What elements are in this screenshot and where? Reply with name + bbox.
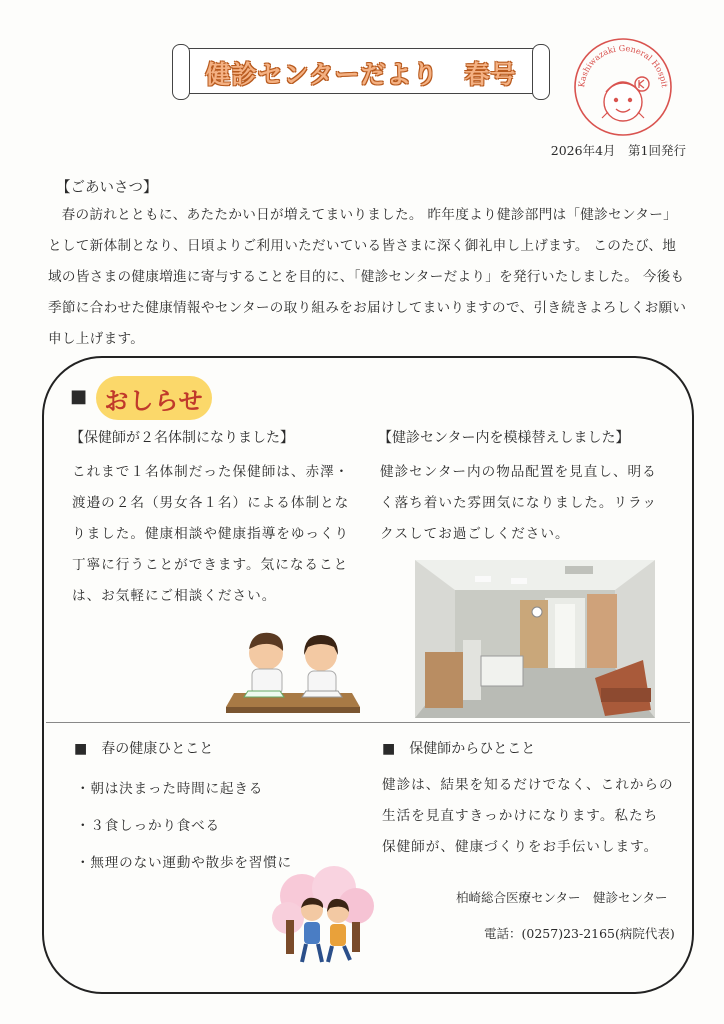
notice-marker: ■: [70, 386, 88, 407]
nurses-heading: 【保健師が２名体制になりました】: [70, 430, 294, 446]
spring-tip-item: ・３食しっかり食べる: [76, 818, 220, 834]
nurses-line: りました。健康相談や健康指導をゆっくり: [72, 526, 350, 542]
nurses-line: これまで１名体制だった保健師は、赤澤・: [72, 464, 350, 480]
nurses-line: 渡邉の２名（男女各１名）による体制とな: [72, 495, 350, 511]
greeting-paragraph: 春の訪れとともに、あたたかい日が増えてまいりました。 昨年度より健診部門は「健診センター」として新体制となり、日頃よりご利用いただいている皆さまに深く御礼申し上げます。 このたび、地域の皆さまの健康増進に寄与することを目的に、「健診センターだより」を発行いたしました。 今後も季節に合わせた健康情報やセンターの取り組みをお届けしてまいりますので、引き続きよろしくお願い申し上げます。: [48, 207, 687, 347]
newsletter-title: 健診センターだより 春号: [205, 60, 517, 89]
remodel-line: クスしてお過ごしください。: [380, 526, 570, 542]
center-interior-photo: [415, 560, 655, 718]
greeting-heading: 【ごあいさつ】: [56, 180, 158, 196]
notice-badge-label: おしらせ: [104, 387, 204, 415]
nurse-advice-heading: ■ 保健師からひとこと: [382, 741, 536, 757]
studying-people-illustration: [222, 625, 364, 717]
nurses-line: 丁寧に行うことができます。気になること: [72, 557, 349, 573]
banner-roll-left: [172, 44, 190, 100]
banner-roll-right: [532, 44, 550, 100]
remodel-line: く落ち着いた雰囲気になりました。リラッ: [380, 495, 658, 511]
hospital-seal-logo: [572, 36, 674, 138]
title-banner: [172, 44, 550, 98]
issue-date: 2026年4月 第1回発行: [550, 143, 686, 158]
advice-line: 保健師が、健康づくりをお手伝いします。: [382, 839, 659, 855]
nurses-body: [72, 457, 364, 612]
nurses-line: は、お気軽にご相談ください。: [72, 588, 277, 604]
spring-tip-item: ・無理のない運動や散歩を習慣に: [76, 855, 292, 871]
remodel-body: [380, 457, 672, 550]
advice-line: 健診は、結果を知るだけでなく、これからの: [382, 777, 674, 793]
spring-tips-heading: ■ 春の健康ひとこと: [74, 741, 214, 757]
remodel-heading: 【健診センター内を模様替えしました】: [378, 430, 630, 446]
banner-body: [180, 48, 542, 94]
spring-tip-item: ・朝は決まった時間に起きる: [76, 781, 264, 797]
nurse-advice-body: [382, 770, 682, 863]
organization-name: 柏崎総合医療センター 健診センター: [456, 890, 668, 905]
phone-number: 電話：(0257)23-2165(病院代表): [484, 926, 675, 941]
section-divider: [46, 722, 690, 723]
svg-text:Kashiwazaki General Hospital a: Kashiwazaki General Hospit: [576, 42, 670, 88]
notice-badge: [96, 376, 212, 420]
cherry-blossom-walkers-illustration: [272, 866, 376, 970]
remodel-line: 健診センター内の物品配置を見直し、明る: [380, 464, 657, 480]
greeting-body: [48, 200, 690, 355]
advice-line: 生活を見直すきっかけになります。私たち: [382, 808, 659, 824]
